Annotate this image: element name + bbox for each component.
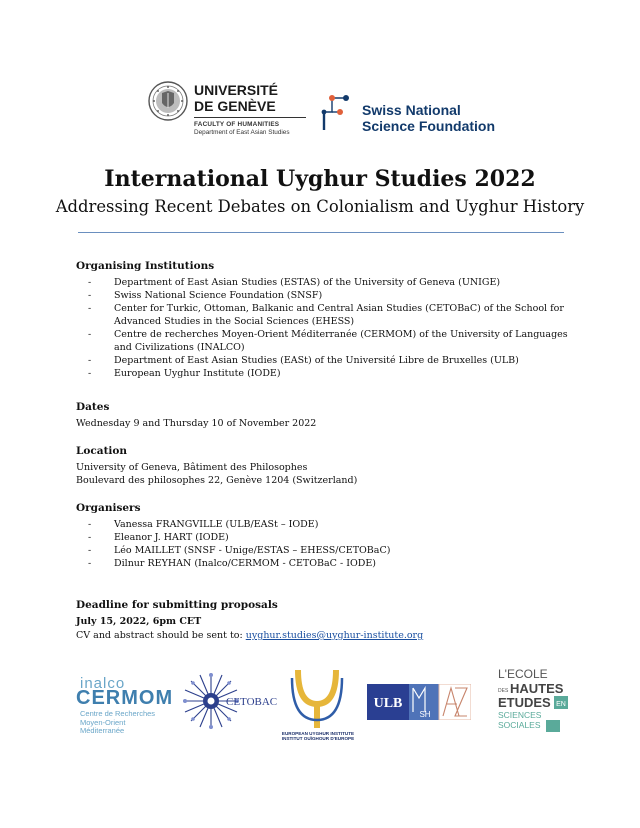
list-marker: - bbox=[88, 519, 92, 530]
list-item-text: Swiss National Science Foundation (SNSF) bbox=[114, 290, 323, 301]
list-item bbox=[88, 289, 568, 302]
list-marker: - bbox=[88, 532, 92, 543]
cermom-subtitle bbox=[80, 710, 155, 736]
ehess-sciences: SCIENCES bbox=[498, 710, 542, 720]
unige-name-line1: UNIVERSITÉ bbox=[194, 82, 279, 98]
cermom-logo-text: CERMOM bbox=[76, 687, 174, 709]
dates-text: Wednesday 9 and Thursday 10 of November 2022 bbox=[76, 418, 317, 429]
cetobac-logo-text: CETOBAC bbox=[226, 696, 278, 708]
iode-line2: INSTITUT OUÏGHOUR D'EUROPE bbox=[281, 736, 355, 742]
snsf-name-line2: Science Foundation bbox=[362, 118, 496, 134]
iode-line1: EUROPEAN UYGHUR INSTITUTE bbox=[281, 731, 355, 736]
unige-name-line2: DE GENÈVE bbox=[194, 98, 276, 114]
ehess-hautes: HAUTES bbox=[510, 681, 564, 696]
list-marker: - bbox=[88, 545, 92, 556]
ehess-en: EN bbox=[556, 701, 566, 708]
deadline-date: July 15, 2022, 6pm CET bbox=[76, 616, 202, 627]
list-item bbox=[88, 557, 568, 570]
list-item-text: Center for Turkic, Ottoman, Balkanic and Central Asian Studies (CETOBaC) of the School for Advanced Studies in the Social Sciences (EHESS) bbox=[114, 303, 564, 327]
list-marker: - bbox=[88, 558, 92, 569]
organising-list bbox=[88, 276, 568, 380]
snsf-name bbox=[362, 102, 495, 134]
list-item bbox=[88, 531, 568, 544]
ehess-logo bbox=[498, 666, 570, 736]
list-item-text: Department of East Asian Studies (ESTAS) of the University of Geneva (UNIGE) bbox=[114, 277, 501, 288]
unige-divider bbox=[194, 117, 306, 118]
list-marker: - bbox=[88, 368, 92, 379]
snsf-name-line1: Swiss National bbox=[362, 102, 461, 118]
page-title: International Uyghur Studies 2022 bbox=[104, 166, 536, 192]
cermom-sub-line1: Centre de Recherches bbox=[80, 709, 156, 718]
deadline-instruction: CV and abstract should be sent to: bbox=[76, 630, 243, 641]
organisers-list bbox=[88, 518, 568, 570]
unige-faculty: FACULTY OF HUMANITIES bbox=[194, 121, 280, 128]
page-subtitle: Addressing Recent Debates on Colonialism and Uyghur History bbox=[55, 197, 585, 216]
unige-department: Department of East Asian Studies bbox=[194, 129, 290, 136]
list-item bbox=[88, 328, 568, 354]
list-item-text: Department of East Asian Studies (EASt) of the Université Libre de Bruxelles (ULB) bbox=[114, 355, 519, 366]
list-item bbox=[88, 276, 568, 289]
cermom-sub-line3: Méditerranée bbox=[80, 726, 125, 735]
ehess-des: DES bbox=[498, 688, 509, 694]
list-item-text: Eleanor J. HART (IODE) bbox=[114, 532, 229, 543]
list-item bbox=[88, 302, 568, 328]
dates-heading: Dates bbox=[76, 401, 110, 413]
ulb-sh-text: SH bbox=[419, 710, 431, 719]
organising-heading: Organising Institutions bbox=[76, 260, 215, 272]
deadline-instruction-line bbox=[76, 629, 423, 642]
ulb-msh-logo bbox=[367, 684, 471, 720]
organisers-heading: Organisers bbox=[76, 502, 141, 514]
location-line1: University of Geneva, Bâtiment des Philosophes bbox=[76, 462, 308, 473]
list-marker: - bbox=[88, 290, 92, 301]
unige-seal-logo bbox=[148, 81, 188, 121]
title-divider bbox=[78, 232, 564, 233]
cermom-sub-line2: Moyen-Orient bbox=[80, 717, 126, 727]
list-marker: - bbox=[88, 355, 92, 366]
ehess-line1: L'ECOLE bbox=[498, 667, 548, 681]
email-link[interactable]: uyghur.studies@uyghur-institute.org bbox=[245, 630, 424, 641]
list-item bbox=[88, 354, 568, 367]
list-item-text: Vanessa FRANGVILLE (ULB/EASt – IODE) bbox=[114, 519, 319, 530]
iode-logo-icon bbox=[288, 664, 346, 730]
inalco-logo-text: inalco bbox=[80, 675, 126, 692]
snsf-network-logo bbox=[318, 88, 354, 132]
list-item bbox=[88, 518, 568, 531]
deadline-heading: Deadline for submitting proposals bbox=[76, 599, 278, 611]
list-item-text: Léo MAILLET (SNSF - Unige/ESTAS – EHESS/CETOBaC) bbox=[114, 545, 391, 556]
list-marker: - bbox=[88, 277, 92, 288]
list-item-text: Dilnur REYHAN (Inalco/CERMOM - CETOBaC - IODE) bbox=[114, 558, 376, 569]
list-marker: - bbox=[88, 303, 92, 314]
unige-name bbox=[194, 82, 278, 114]
list-marker: - bbox=[88, 329, 92, 340]
ehess-sociales: SOCIALES bbox=[498, 720, 541, 730]
iode-caption bbox=[278, 731, 358, 742]
ehess-etudes: ETUDES bbox=[498, 695, 551, 710]
ulb-text: ULB bbox=[373, 696, 403, 711]
list-item-text: Centre de recherches Moyen-Orient Méditerranée (CERMOM) of the University of Languages and Civilizations (INALCO) bbox=[114, 329, 568, 353]
list-item bbox=[88, 544, 568, 557]
unige-faculty-block bbox=[194, 121, 290, 137]
list-item bbox=[88, 367, 568, 380]
location-heading: Location bbox=[76, 445, 128, 457]
location-line2: Boulevard des philosophes 22, Genève 1204 (Switzerland) bbox=[76, 475, 358, 486]
list-item-text: European Uyghur Institute (IODE) bbox=[114, 368, 281, 379]
